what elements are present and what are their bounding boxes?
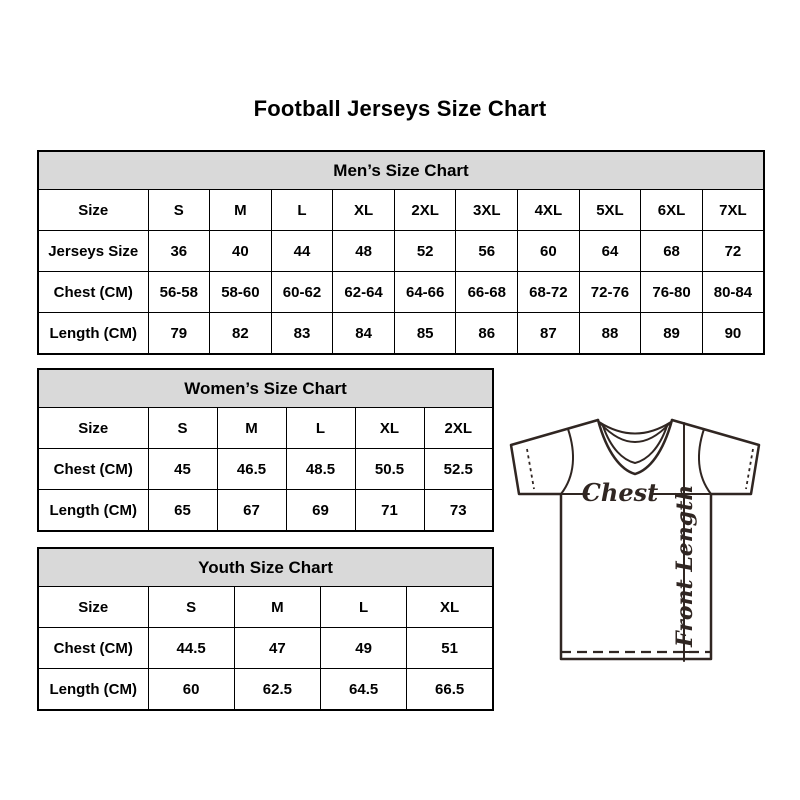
table-cell: XL [333, 190, 395, 231]
table-cell: 84 [333, 313, 395, 355]
youth-size-table [37, 547, 494, 711]
table-cell: 40 [210, 231, 272, 272]
row-label: Chest (CM) [38, 628, 148, 669]
table-cell: 46.5 [217, 449, 286, 490]
table-cell: 52.5 [424, 449, 493, 490]
table-title-row [38, 151, 764, 190]
table-cell: 89 [641, 313, 703, 355]
table-cell: 73 [424, 490, 493, 532]
row-label: Length (CM) [38, 669, 148, 711]
table-cell: 64 [579, 231, 641, 272]
table-cell: 68 [641, 231, 703, 272]
left-sleeve-seam-path [561, 429, 573, 494]
table-cell: XL [407, 587, 493, 628]
table-cell: 64.5 [321, 669, 407, 711]
row-label: Length (CM) [38, 490, 148, 532]
table-cell: 51 [407, 628, 493, 669]
table-cell: 72 [702, 231, 764, 272]
table-cell: 36 [148, 231, 210, 272]
table-cell: 52 [394, 231, 456, 272]
front-length-label: Front Length [672, 484, 698, 647]
table-cell: 66.5 [407, 669, 493, 711]
table-title: Youth Size Chart [38, 548, 493, 587]
table-cell: 49 [321, 628, 407, 669]
table-cell: 2XL [424, 408, 493, 449]
table-row [38, 587, 493, 628]
table-row [38, 628, 493, 669]
mens-size-table [37, 150, 765, 355]
table-cell: 3XL [456, 190, 518, 231]
table-row [38, 190, 764, 231]
left-cuff-dashed-line [527, 449, 534, 489]
table-cell: 4XL [518, 190, 580, 231]
row-label: Jerseys Size [38, 231, 148, 272]
row-label: Size [38, 587, 148, 628]
row-label: Size [38, 408, 148, 449]
table-cell: 79 [148, 313, 210, 355]
table-row [38, 449, 493, 490]
table-title-row [38, 548, 493, 587]
table-row [38, 490, 493, 532]
table-cell: 68-72 [518, 272, 580, 313]
table-cell: 85 [394, 313, 456, 355]
table-cell: 83 [271, 313, 333, 355]
table-cell: 47 [234, 628, 320, 669]
table-cell: 60 [148, 669, 234, 711]
table-cell: 65 [148, 490, 217, 532]
row-label: Length (CM) [38, 313, 148, 355]
table-row [38, 669, 493, 711]
table-cell: XL [355, 408, 424, 449]
table-cell: 76-80 [641, 272, 703, 313]
table-cell: 48.5 [286, 449, 355, 490]
row-label: Chest (CM) [38, 449, 148, 490]
table-cell: M [210, 190, 272, 231]
table-cell: 67 [217, 490, 286, 532]
table-cell: 6XL [641, 190, 703, 231]
table-title: Women’s Size Chart [38, 369, 493, 408]
row-label: Chest (CM) [38, 272, 148, 313]
table-row [38, 231, 764, 272]
table-title-row [38, 369, 493, 408]
table-cell: 82 [210, 313, 272, 355]
table-cell: 88 [579, 313, 641, 355]
table-cell: M [234, 587, 320, 628]
table-cell: 86 [456, 313, 518, 355]
table-cell: 56 [456, 231, 518, 272]
jersey-measurement-diagram [505, 413, 775, 665]
table-cell: 56-58 [148, 272, 210, 313]
table-cell: 60-62 [271, 272, 333, 313]
table-cell: 2XL [394, 190, 456, 231]
table-cell: L [321, 587, 407, 628]
table-cell: 80-84 [702, 272, 764, 313]
table-cell: 87 [518, 313, 580, 355]
table-cell: 64-66 [394, 272, 456, 313]
page-title: Football Jerseys Size Chart [253, 96, 547, 121]
jersey-outline-path [511, 420, 759, 659]
table-cell: 50.5 [355, 449, 424, 490]
chest-label: Chest [581, 478, 659, 507]
table-row [38, 272, 764, 313]
table-cell: 62.5 [234, 669, 320, 711]
row-label: Size [38, 190, 148, 231]
table-cell: 66-68 [456, 272, 518, 313]
table-cell: 90 [702, 313, 764, 355]
table-cell: 72-76 [579, 272, 641, 313]
table-title: Men’s Size Chart [38, 151, 764, 190]
table-cell: 44 [271, 231, 333, 272]
table-cell: 45 [148, 449, 217, 490]
right-sleeve-seam-path [699, 429, 711, 494]
table-cell: 7XL [702, 190, 764, 231]
table-cell: 62-64 [333, 272, 395, 313]
table-row [38, 313, 764, 355]
table-cell: 58-60 [210, 272, 272, 313]
table-cell: 60 [518, 231, 580, 272]
table-cell: 69 [286, 490, 355, 532]
collar-inner-v-path [603, 426, 667, 463]
table-cell: S [148, 587, 234, 628]
womens-size-table [37, 368, 494, 532]
table-cell: S [148, 190, 210, 231]
table-row [38, 408, 493, 449]
table-cell: L [286, 408, 355, 449]
table-cell: 5XL [579, 190, 641, 231]
table-cell: S [148, 408, 217, 449]
table-cell: 48 [333, 231, 395, 272]
table-cell: 71 [355, 490, 424, 532]
table-cell: L [271, 190, 333, 231]
table-cell: M [217, 408, 286, 449]
table-cell: 44.5 [148, 628, 234, 669]
